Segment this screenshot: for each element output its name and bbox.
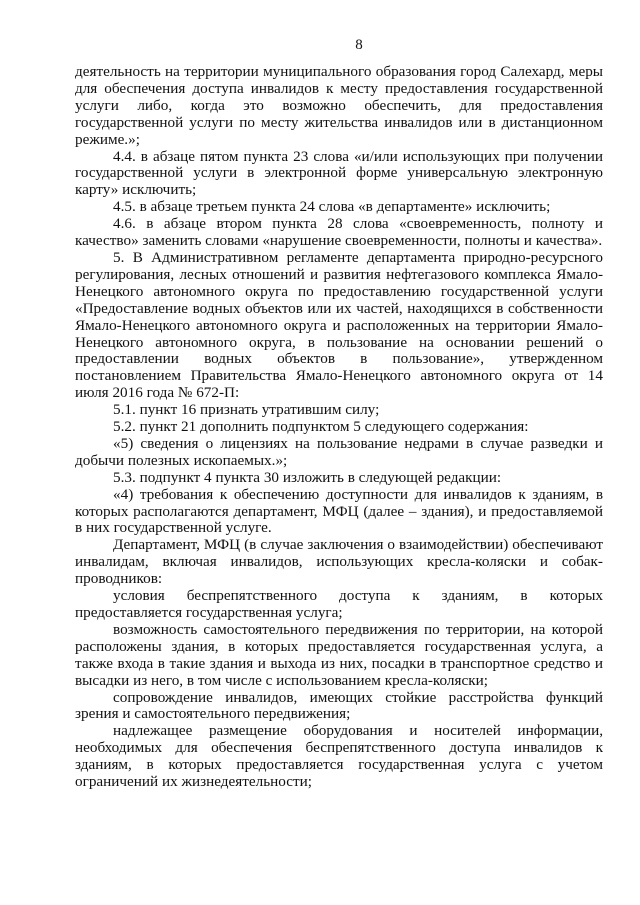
paragraph: «4) требования к обеспечению доступности для инвалидов к зданиям, в которых располагаются департамент, МФЦ (далее – здания), и предоставляемой в них государственной услуге. <box>75 485 603 537</box>
paragraph: 5. В Административном регламенте департамента природно-ресурсного регулирования, лесных отношений и развития нефтегазового комплекса Ямало-Ненецкого автономного округа по предоставлению государственной услуги «Предоставление водных объектов или их частей, находящихся в собственности Ямало-Ненецкого автономного округа и расположенных на территории Ямало-Ненецкого автономного округа, в пользование на основании решений о предоставлении водных объектов в пользование», утвержденном постановлением Правительства Ямало-Ненецкого автономного округа от 14 июля 2016 года № 672-П: <box>75 248 603 402</box>
paragraph: «5) сведения о лицензиях на пользование недрами в случае разведки и добычи полезных ископаемых.»; <box>75 434 603 469</box>
paragraph: возможность самостоятельного передвижения по территории, на которой расположены здания, в которых предоставляется государственная услуга, а также входа в такие здания и выхода из них, посадки в транспортное средство и высадки из него, в том числе с использованием кресла-коляски; <box>75 620 603 689</box>
paragraph: 4.4. в абзаце пятом пункта 23 слова «и/или использующих при получении государственной услуги в электронной форме универсальную электронную карту» исключить; <box>75 147 603 199</box>
paragraph: 5.3. подпункт 4 пункта 30 изложить в следующей редакции: <box>113 468 502 486</box>
paragraph: Департамент, МФЦ (в случае заключения о взаимодействии) обеспечивают инвалидам, включая инвалидов, использующих кресла-коляски и собак-проводников: <box>75 536 603 588</box>
paragraph: 5.2. пункт 21 дополнить подпунктом 5 следующего содержания: <box>113 418 529 436</box>
paragraph: надлежащее размещение оборудования и носителей информации, необходимых для обеспечения беспрепятственного доступа инвалидов к зданиям, в которых предоставляется государственная услуга с учетом ограничений их жизнедеятельности; <box>75 722 603 791</box>
page-number: 8 <box>355 37 363 53</box>
paragraph: сопровождение инвалидов, имеющих стойкие расстройства функций зрения и самостоятельного передвижения; <box>75 688 603 723</box>
paragraph: условия беспрепятственного доступа к зданиям, в которых предоставляется государственная услуга; <box>75 587 603 621</box>
document-page <box>75 34 603 791</box>
paragraph: деятельность на территории муниципального образования город Салехард, меры для обеспечения доступа инвалидов к месту предоставления государственной услуги либо, когда это возможно обеспечить, для предоставления государственной услуги по месту жительства инвалидов или в дистанционном режиме.»; <box>75 63 603 148</box>
paragraph: 5.1. пункт 16 признать утратившим силу; <box>113 401 380 419</box>
document-body <box>75 64 603 791</box>
paragraph: 4.5. в абзаце третьем пункта 24 слова «в департаменте» исключить; <box>113 198 551 216</box>
paragraph: 4.6. в абзаце втором пункта 28 слова «своевременность, полноту и качество» заменить словами «нарушение своевременности, полноты и качества». <box>75 215 603 250</box>
